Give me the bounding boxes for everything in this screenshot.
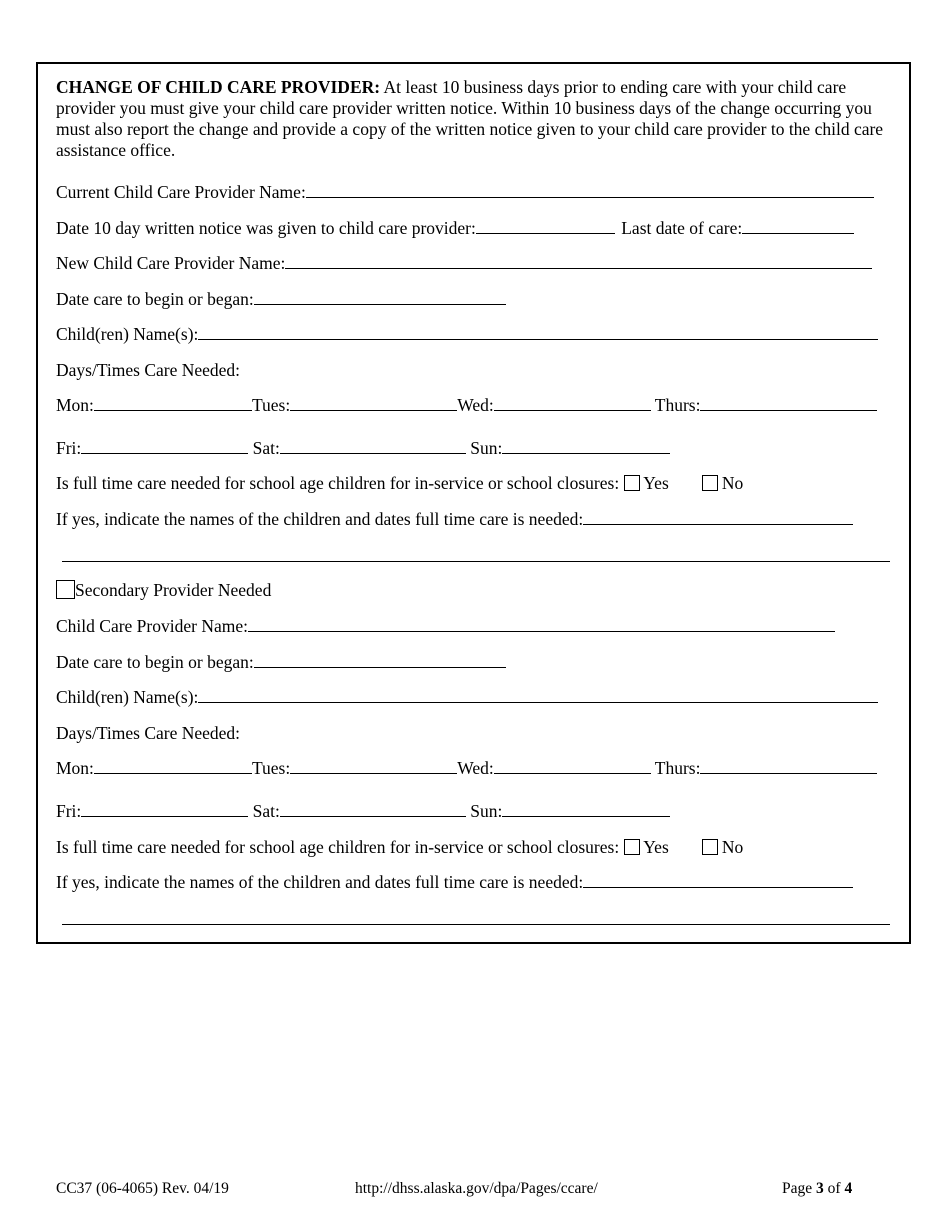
begin-date-row <box>56 287 506 311</box>
secondary-name-row <box>56 614 835 638</box>
form-id: CC37 (06-4065) Rev. 04/19 <box>56 1180 229 1197</box>
mon-label: Mon: <box>56 395 94 415</box>
secondary-tues-field[interactable] <box>290 759 457 774</box>
last-date-label: Last date of care: <box>621 218 743 238</box>
secondary-begin-date-label: Date care to begin or began: <box>56 652 254 672</box>
new-provider-row <box>56 251 872 275</box>
footer-url[interactable]: http://dhss.alaska.gov/dpa/Pages/ccare/ <box>355 1180 598 1197</box>
children-row <box>56 322 878 346</box>
secondary-children-row <box>56 685 878 709</box>
new-provider-field[interactable] <box>285 254 872 269</box>
secondary-days-times-heading <box>56 721 240 745</box>
secondary-fulltime-question-row <box>56 835 743 859</box>
secondary-children-field[interactable] <box>198 688 878 703</box>
page-of: of <box>823 1180 845 1197</box>
secondary-provider-checkbox[interactable] <box>56 580 75 599</box>
secondary-yes-checkbox[interactable] <box>624 839 640 855</box>
secondary-days-times-label: Days/Times Care Needed: <box>56 723 241 743</box>
yes-label: Yes <box>643 473 669 493</box>
intro-text: At least 10 business days prior to ending care with your child care provider you must give your child care provider written notice. Within 10 business days of the change occurring you must also report the change and provide a copy of the written notice given to your child care provider to the child care assistance office. <box>56 77 884 160</box>
if-yes-continuation-line[interactable] <box>62 561 890 562</box>
secondary-wed-label: Wed: <box>457 758 494 778</box>
sat-field[interactable] <box>280 439 466 454</box>
begin-date-label: Date care to begin or began: <box>56 289 254 309</box>
tues-field[interactable] <box>290 396 457 411</box>
fri-label: Fri: <box>56 438 82 458</box>
sun-label: Sun: <box>470 438 503 458</box>
page-current: 3 <box>816 1180 824 1197</box>
sat-label: Sat: <box>252 438 280 458</box>
secondary-if-yes-field[interactable] <box>583 873 853 888</box>
current-provider-field[interactable] <box>306 183 874 198</box>
fri-field[interactable] <box>81 439 248 454</box>
last-date-field[interactable] <box>742 219 854 234</box>
notice-date-label: Date 10 day written notice was given to child care provider: <box>56 218 476 238</box>
secondary-no-label: No <box>721 837 744 857</box>
current-provider-row <box>56 180 874 204</box>
secondary-begin-date-row <box>56 650 506 674</box>
if-yes-label: If yes, indicate the names of the children and dates full time care is needed: <box>56 509 584 529</box>
page-prefix: Page <box>782 1180 817 1197</box>
secondary-fri-label: Fri: <box>56 801 82 821</box>
fulltime-question: Is full time care needed for school age children for in-service or school closures: <box>56 473 620 493</box>
secondary-no-checkbox[interactable] <box>702 839 718 855</box>
children-field[interactable] <box>198 325 878 340</box>
secondary-thurs-label: Thurs: <box>654 758 701 778</box>
page-number <box>782 1180 852 1198</box>
no-checkbox[interactable] <box>702 475 718 491</box>
fulltime-question-row <box>56 471 743 495</box>
secondary-name-label: Child Care Provider Name: <box>56 616 248 636</box>
secondary-sun-field[interactable] <box>502 802 670 817</box>
weekday-row-1 <box>56 393 877 417</box>
mon-field[interactable] <box>94 396 252 411</box>
secondary-mon-label: Mon: <box>56 758 94 778</box>
secondary-weekday-row-1 <box>56 756 877 780</box>
yes-checkbox[interactable] <box>624 475 640 491</box>
secondary-tues-label: Tues: <box>251 758 291 778</box>
thurs-label: Thurs: <box>654 395 701 415</box>
secondary-mon-field[interactable] <box>94 759 252 774</box>
if-yes-row <box>56 507 853 531</box>
children-label: Child(ren) Name(s): <box>56 324 199 344</box>
secondary-fri-field[interactable] <box>81 802 248 817</box>
intro-paragraph <box>56 77 886 161</box>
page-total: 4 <box>844 1180 853 1197</box>
secondary-thurs-field[interactable] <box>700 759 877 774</box>
secondary-fulltime-question: Is full time care needed for school age children for in-service or school closures: <box>56 837 620 857</box>
wed-field[interactable] <box>494 396 651 411</box>
wed-label: Wed: <box>457 395 494 415</box>
secondary-if-yes-label: If yes, indicate the names of the children and dates full time care is needed: <box>56 872 584 892</box>
secondary-provider-label: Secondary Provider Needed <box>75 580 272 600</box>
days-times-heading <box>56 358 240 382</box>
no-label: No <box>721 473 744 493</box>
secondary-begin-date-field[interactable] <box>254 653 506 668</box>
secondary-sat-label: Sat: <box>252 801 280 821</box>
begin-date-field[interactable] <box>254 290 506 305</box>
secondary-provider-row <box>56 578 271 602</box>
secondary-if-yes-continuation-line[interactable] <box>62 924 890 925</box>
weekday-row-2 <box>56 436 670 460</box>
current-provider-label: Current Child Care Provider Name: <box>56 182 306 202</box>
sun-field[interactable] <box>502 439 670 454</box>
days-times-label: Days/Times Care Needed: <box>56 360 241 380</box>
secondary-yes-label: Yes <box>643 837 669 857</box>
if-yes-field[interactable] <box>583 510 853 525</box>
secondary-name-field[interactable] <box>248 617 835 632</box>
thurs-field[interactable] <box>700 396 877 411</box>
secondary-sat-field[interactable] <box>280 802 466 817</box>
secondary-if-yes-row <box>56 870 853 894</box>
new-provider-label: New Child Care Provider Name: <box>56 253 286 273</box>
notice-date-row <box>56 216 854 240</box>
section-heading: CHANGE OF CHILD CARE PROVIDER: <box>56 77 381 97</box>
secondary-weekday-row-2 <box>56 799 670 823</box>
secondary-sun-label: Sun: <box>470 801 503 821</box>
notice-date-field[interactable] <box>476 219 615 234</box>
tues-label: Tues: <box>251 395 291 415</box>
secondary-children-label: Child(ren) Name(s): <box>56 687 199 707</box>
secondary-wed-field[interactable] <box>494 759 651 774</box>
